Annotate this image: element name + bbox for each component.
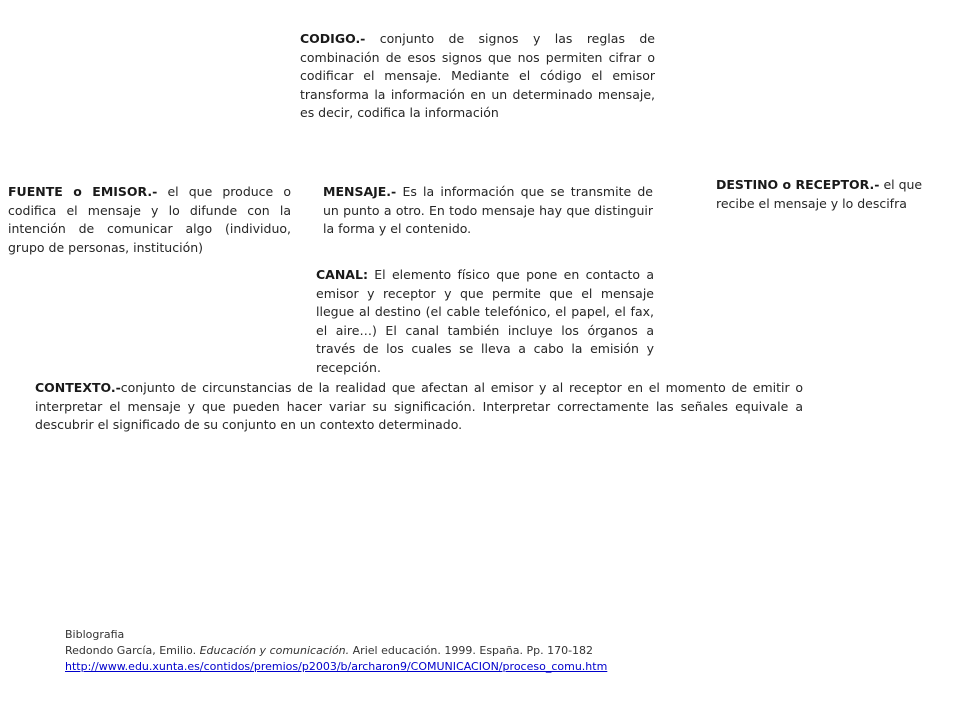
fuente-definition: [8, 183, 291, 257]
contexto-definition: [35, 379, 803, 435]
codigo-text: conjunto de signos y las reglas de combinación de esos signos que nos permiten cifrar o codificar el mensaje. Mediante el código el emisor transforma la información en un determinado mensaje, es decir, codifica la información: [300, 31, 655, 120]
contexto-term: CONTEXTO.-: [35, 380, 121, 395]
codigo-definition: [300, 30, 655, 123]
mensaje-term: MENSAJE.-: [323, 184, 397, 199]
bibliography-heading: Biblografia: [65, 628, 125, 641]
contexto-text: conjunto de circunstancias de la realidad que afectan al emisor y al receptor en el momento de emitir o interpretar el mensaje y que pueden hacer variar su significación. Interpretar correctamente las señales equivale a descubrir el significado de su conjunto en un contexto determinado.: [35, 380, 803, 432]
reference-author: Redondo García, Emilio.: [65, 644, 200, 657]
mensaje-definition: [323, 183, 653, 239]
reference-details: Ariel educación. 1999. España. Pp. 170-182: [349, 644, 594, 657]
canal-term: CANAL:: [316, 267, 368, 282]
destino-text: el que recibe el mensaje y lo descifra: [716, 177, 923, 211]
destino-definition: [716, 176, 931, 213]
bibliography-reference: [65, 643, 765, 659]
fuente-term: FUENTE o EMISOR.-: [8, 184, 158, 199]
mensaje-text: Es la información que se transmite de un punto a otro. En todo mensaje hay que distinguir la forma y el contenido.: [323, 184, 653, 236]
destino-term: DESTINO o RECEPTOR.-: [716, 177, 880, 192]
reference-title: Educación y comunicación.: [199, 644, 350, 657]
bibliography: [65, 627, 765, 675]
canal-definition: [316, 266, 654, 377]
fuente-text: el que produce o codifica el mensaje y lo difunde con la intención de comunicar algo (individuo, grupo de personas, institución): [8, 184, 291, 255]
reference-link[interactable]: http://www.edu.xunta.es/contidos/premios/p2003/b/archaron9/COMUNICACION/proceso_comu.htm: [65, 660, 608, 673]
codigo-term: CODIGO.-: [300, 31, 366, 46]
canal-text: El elemento físico que pone en contacto a emisor y receptor y que permite que el mensaje llegue al destino (el cable telefónico, el papel, el fax, el aire…) El canal también incluye los órganos a través de los cuales se lleva a cabo la emisión y recepción.: [316, 267, 654, 375]
